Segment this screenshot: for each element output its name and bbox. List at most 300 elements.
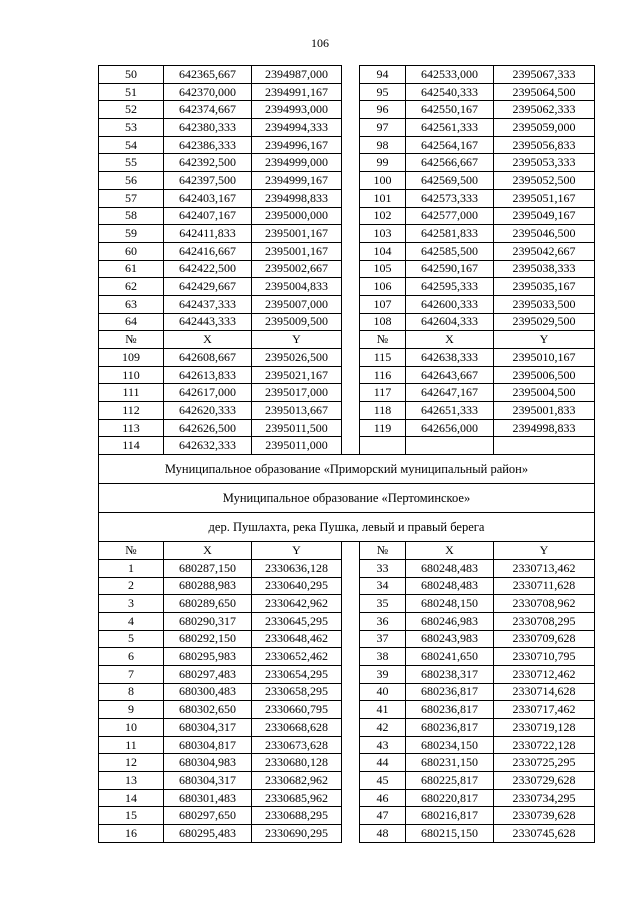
column-gap	[342, 295, 360, 313]
x-coordinate-cell: 680289,650	[164, 595, 252, 613]
table-row	[99, 136, 595, 154]
table-row	[99, 278, 595, 296]
x-coordinate-cell: 642577,000	[406, 207, 494, 225]
y-coordinate-cell: 2330673,628	[252, 736, 342, 754]
point-number-cell: №	[99, 542, 164, 560]
municipality-title-text: Муниципальное образование «Пертоминское»	[99, 484, 595, 513]
table-row	[99, 402, 595, 420]
point-number-cell: 39	[360, 665, 406, 683]
y-coordinate-cell: Y	[252, 331, 342, 349]
column-gap	[342, 577, 360, 595]
table-row	[99, 630, 595, 648]
y-coordinate-cell: 2330645,295	[252, 612, 342, 630]
point-number-cell: 105	[360, 260, 406, 278]
x-coordinate-cell: 642585,500	[406, 242, 494, 260]
column-gap	[342, 754, 360, 772]
y-coordinate-cell: 2395001,167	[252, 225, 342, 243]
y-coordinate-cell: 2330660,795	[252, 701, 342, 719]
table-row	[99, 595, 595, 613]
y-coordinate-cell: 2330709,628	[494, 630, 595, 648]
point-number-cell	[360, 437, 406, 455]
column-gap	[342, 66, 360, 84]
x-coordinate-cell: 680288,983	[164, 577, 252, 595]
y-coordinate-cell: 2330710,795	[494, 648, 595, 666]
point-number-cell: 94	[360, 66, 406, 84]
point-number-cell: 57	[99, 189, 164, 207]
x-coordinate-cell: 642600,333	[406, 295, 494, 313]
y-coordinate-cell: 2395011,500	[252, 419, 342, 437]
x-coordinate-cell: 642651,333	[406, 402, 494, 420]
x-coordinate-cell: 642561,333	[406, 119, 494, 137]
y-coordinate-cell: 2394999,167	[252, 172, 342, 190]
y-coordinate-cell: 2330729,628	[494, 772, 595, 790]
y-coordinate-cell: 2395009,500	[252, 313, 342, 331]
point-number-cell: 113	[99, 419, 164, 437]
column-gap	[342, 349, 360, 367]
column-gap	[342, 119, 360, 137]
column-gap	[342, 437, 360, 455]
point-number-cell: 56	[99, 172, 164, 190]
point-number-cell: 98	[360, 136, 406, 154]
y-coordinate-cell: 2395017,000	[252, 384, 342, 402]
table-row	[99, 295, 595, 313]
column-gap	[342, 384, 360, 402]
table-row	[99, 172, 595, 190]
location-title-text: дер. Пушлахта, река Пушка, левый и правый берега	[99, 513, 595, 542]
column-gap	[342, 225, 360, 243]
table-row	[99, 207, 595, 225]
point-number-cell: 5	[99, 630, 164, 648]
point-number-cell: 95	[360, 83, 406, 101]
x-coordinate-cell: 642656,000	[406, 419, 494, 437]
x-coordinate-cell: 642380,333	[164, 119, 252, 137]
point-number-cell: №	[360, 542, 406, 560]
point-number-cell: 107	[360, 295, 406, 313]
x-coordinate-cell: 680295,983	[164, 648, 252, 666]
point-number-cell: 109	[99, 349, 164, 367]
x-coordinate-cell: 680236,817	[406, 683, 494, 701]
header-row	[99, 542, 595, 560]
point-number-cell: 54	[99, 136, 164, 154]
column-gap	[342, 719, 360, 737]
x-coordinate-cell: 680292,150	[164, 630, 252, 648]
y-coordinate-cell: Y	[252, 542, 342, 560]
y-coordinate-cell: 2394993,000	[252, 101, 342, 119]
column-gap	[342, 630, 360, 648]
point-number-cell: 64	[99, 313, 164, 331]
point-number-cell: 103	[360, 225, 406, 243]
x-coordinate-cell: 642569,500	[406, 172, 494, 190]
point-number-cell: 117	[360, 384, 406, 402]
district-title	[99, 455, 595, 484]
table-row	[99, 772, 595, 790]
point-number-cell: 15	[99, 807, 164, 825]
x-coordinate-cell: 680304,317	[164, 772, 252, 790]
y-coordinate-cell: 2395006,500	[494, 366, 595, 384]
point-number-cell: 8	[99, 683, 164, 701]
column-gap	[342, 154, 360, 172]
point-number-cell: 38	[360, 648, 406, 666]
point-number-cell: 55	[99, 154, 164, 172]
x-coordinate-cell: 642638,333	[406, 349, 494, 367]
x-coordinate-cell: 680290,317	[164, 612, 252, 630]
x-coordinate-cell: 680248,150	[406, 595, 494, 613]
x-coordinate-cell: 680234,150	[406, 736, 494, 754]
point-number-cell: 53	[99, 119, 164, 137]
point-number-cell: 58	[99, 207, 164, 225]
y-coordinate-cell: 2395004,833	[252, 278, 342, 296]
x-coordinate-cell: 642613,833	[164, 366, 252, 384]
x-coordinate-cell: X	[164, 331, 252, 349]
y-coordinate-cell: 2395033,500	[494, 295, 595, 313]
table-row	[99, 648, 595, 666]
point-number-cell: 16	[99, 825, 164, 843]
table-row	[99, 701, 595, 719]
point-number-cell: 35	[360, 595, 406, 613]
table-row	[99, 719, 595, 737]
column-gap	[342, 789, 360, 807]
point-number-cell: 96	[360, 101, 406, 119]
point-number-cell: 101	[360, 189, 406, 207]
x-coordinate-cell: 680304,817	[164, 736, 252, 754]
y-coordinate-cell: 2330685,962	[252, 789, 342, 807]
y-coordinate-cell: 2395052,500	[494, 172, 595, 190]
point-number-cell: №	[360, 331, 406, 349]
y-coordinate-cell: 2394991,167	[252, 83, 342, 101]
y-coordinate-cell: 2395046,500	[494, 225, 595, 243]
y-coordinate-cell: 2395029,500	[494, 313, 595, 331]
y-coordinate-cell: 2394998,833	[494, 419, 595, 437]
x-coordinate-cell: 642386,333	[164, 136, 252, 154]
y-coordinate-cell: 2330734,295	[494, 789, 595, 807]
point-number-cell: 115	[360, 349, 406, 367]
column-gap	[342, 172, 360, 190]
y-coordinate-cell: 2330708,962	[494, 595, 595, 613]
x-coordinate-cell: 642595,333	[406, 278, 494, 296]
x-coordinate-cell: 642416,667	[164, 242, 252, 260]
x-coordinate-cell: X	[164, 542, 252, 560]
x-coordinate-cell: 680304,317	[164, 719, 252, 737]
x-coordinate-cell: 680302,650	[164, 701, 252, 719]
y-coordinate-cell: 2395004,500	[494, 384, 595, 402]
column-gap	[342, 559, 360, 577]
y-coordinate-cell: 2395062,333	[494, 101, 595, 119]
table-row	[99, 736, 595, 754]
x-coordinate-cell: 680216,817	[406, 807, 494, 825]
y-coordinate-cell: 2395026,500	[252, 349, 342, 367]
x-coordinate-cell: 680248,483	[406, 577, 494, 595]
x-coordinate-cell: 642581,833	[406, 225, 494, 243]
column-gap	[342, 612, 360, 630]
point-number-cell: 9	[99, 701, 164, 719]
point-number-cell: 6	[99, 648, 164, 666]
y-coordinate-cell: 2395067,333	[494, 66, 595, 84]
y-coordinate-cell: 2395011,000	[252, 437, 342, 455]
table-row	[99, 807, 595, 825]
column-gap	[342, 825, 360, 843]
y-coordinate-cell: 2395013,667	[252, 402, 342, 420]
y-coordinate-cell: 2395059,000	[494, 119, 595, 137]
column-gap	[342, 242, 360, 260]
y-coordinate-cell: 2395007,000	[252, 295, 342, 313]
x-coordinate-cell: 642370,000	[164, 83, 252, 101]
x-coordinate-cell: 642643,667	[406, 366, 494, 384]
x-coordinate-cell: 642632,333	[164, 437, 252, 455]
x-coordinate-cell: 642617,000	[164, 384, 252, 402]
point-number-cell: 13	[99, 772, 164, 790]
table-row	[99, 260, 595, 278]
x-coordinate-cell: 642443,333	[164, 313, 252, 331]
point-number-cell: 11	[99, 736, 164, 754]
y-coordinate-cell: 2395038,333	[494, 260, 595, 278]
point-number-cell: №	[99, 331, 164, 349]
point-number-cell: 51	[99, 83, 164, 101]
column-gap	[342, 331, 360, 349]
y-coordinate-cell: 2330658,295	[252, 683, 342, 701]
location-title	[99, 513, 595, 542]
x-coordinate-cell: 642411,833	[164, 225, 252, 243]
column-gap	[342, 101, 360, 119]
y-coordinate-cell: 2394994,333	[252, 119, 342, 137]
point-number-cell: 12	[99, 754, 164, 772]
x-coordinate-cell: 680248,483	[406, 559, 494, 577]
x-coordinate-cell: 642573,333	[406, 189, 494, 207]
point-number-cell: 2	[99, 577, 164, 595]
x-coordinate-cell: 680295,483	[164, 825, 252, 843]
column-gap	[342, 366, 360, 384]
point-number-cell: 34	[360, 577, 406, 595]
x-coordinate-cell: 642407,167	[164, 207, 252, 225]
table-row	[99, 66, 595, 84]
y-coordinate-cell: 2395021,167	[252, 366, 342, 384]
point-number-cell: 50	[99, 66, 164, 84]
y-coordinate-cell: 2395049,167	[494, 207, 595, 225]
point-number-cell: 102	[360, 207, 406, 225]
y-coordinate-cell: 2330654,295	[252, 665, 342, 683]
coordinates-table	[98, 65, 595, 843]
column-gap	[342, 736, 360, 754]
point-number-cell: 118	[360, 402, 406, 420]
y-coordinate-cell: 2330739,628	[494, 807, 595, 825]
y-coordinate-cell: 2395001,833	[494, 402, 595, 420]
y-coordinate-cell: 2395002,667	[252, 260, 342, 278]
point-number-cell: 100	[360, 172, 406, 190]
point-number-cell: 61	[99, 260, 164, 278]
y-coordinate-cell: 2395001,167	[252, 242, 342, 260]
y-coordinate-cell: 2330722,128	[494, 736, 595, 754]
y-coordinate-cell: 2395042,667	[494, 242, 595, 260]
x-coordinate-cell: 680225,817	[406, 772, 494, 790]
y-coordinate-cell: 2395051,167	[494, 189, 595, 207]
x-coordinate-cell: 680287,150	[164, 559, 252, 577]
y-coordinate-cell: 2330711,628	[494, 577, 595, 595]
point-number-cell: 97	[360, 119, 406, 137]
y-coordinate-cell	[494, 437, 595, 455]
table-row	[99, 789, 595, 807]
point-number-cell: 116	[360, 366, 406, 384]
column-gap	[342, 665, 360, 683]
column-gap	[342, 807, 360, 825]
column-gap	[342, 683, 360, 701]
y-coordinate-cell: 2330690,295	[252, 825, 342, 843]
point-number-cell: 52	[99, 101, 164, 119]
column-gap	[342, 313, 360, 331]
x-coordinate-cell: 642647,167	[406, 384, 494, 402]
x-coordinate-cell: 642365,667	[164, 66, 252, 84]
x-coordinate-cell: 680297,650	[164, 807, 252, 825]
table-row	[99, 119, 595, 137]
column-gap	[342, 595, 360, 613]
y-coordinate-cell: 2330682,962	[252, 772, 342, 790]
y-coordinate-cell: 2394987,000	[252, 66, 342, 84]
x-coordinate-cell: 642422,500	[164, 260, 252, 278]
point-number-cell: 45	[360, 772, 406, 790]
point-number-cell: 108	[360, 313, 406, 331]
point-number-cell: 4	[99, 612, 164, 630]
point-number-cell: 3	[99, 595, 164, 613]
y-coordinate-cell: 2395064,500	[494, 83, 595, 101]
point-number-cell: 62	[99, 278, 164, 296]
column-gap	[342, 189, 360, 207]
y-coordinate-cell: 2330708,295	[494, 612, 595, 630]
x-coordinate-cell: 680238,317	[406, 665, 494, 683]
table-row	[99, 189, 595, 207]
x-coordinate-cell: 642604,333	[406, 313, 494, 331]
x-coordinate-cell: 680297,483	[164, 665, 252, 683]
point-number-cell: 10	[99, 719, 164, 737]
y-coordinate-cell: 2330642,962	[252, 595, 342, 613]
x-coordinate-cell: 680236,817	[406, 701, 494, 719]
y-coordinate-cell: 2330717,462	[494, 701, 595, 719]
x-coordinate-cell: 642397,500	[164, 172, 252, 190]
column-gap	[342, 701, 360, 719]
municipality-title	[99, 484, 595, 513]
point-number-cell: 106	[360, 278, 406, 296]
point-number-cell: 41	[360, 701, 406, 719]
x-coordinate-cell: 642540,333	[406, 83, 494, 101]
y-coordinate-cell: 2395010,167	[494, 349, 595, 367]
x-coordinate-cell: 680304,983	[164, 754, 252, 772]
table-row	[99, 825, 595, 843]
table-row	[99, 683, 595, 701]
y-coordinate-cell: 2330745,628	[494, 825, 595, 843]
y-coordinate-cell: 2394998,833	[252, 189, 342, 207]
point-number-cell: 104	[360, 242, 406, 260]
header-row	[99, 331, 595, 349]
district-title-text: Муниципальное образование «Приморский муниципальный район»	[99, 455, 595, 484]
x-coordinate-cell: 680215,150	[406, 825, 494, 843]
column-gap	[342, 772, 360, 790]
y-coordinate-cell: 2395035,167	[494, 278, 595, 296]
y-coordinate-cell: 2330719,128	[494, 719, 595, 737]
x-coordinate-cell: 642608,667	[164, 349, 252, 367]
x-coordinate-cell: 642403,167	[164, 189, 252, 207]
column-gap	[342, 402, 360, 420]
point-number-cell: 46	[360, 789, 406, 807]
point-number-cell: 1	[99, 559, 164, 577]
y-coordinate-cell: 2395056,833	[494, 136, 595, 154]
y-coordinate-cell: 2330713,462	[494, 559, 595, 577]
y-coordinate-cell: 2330714,628	[494, 683, 595, 701]
point-number-cell: 42	[360, 719, 406, 737]
table-row	[99, 577, 595, 595]
y-coordinate-cell: 2330648,462	[252, 630, 342, 648]
table-row	[99, 349, 595, 367]
table-row	[99, 225, 595, 243]
table-row	[99, 437, 595, 455]
x-coordinate-cell: 642374,667	[164, 101, 252, 119]
y-coordinate-cell: 2395000,000	[252, 207, 342, 225]
x-coordinate-cell: 642590,167	[406, 260, 494, 278]
x-coordinate-cell: 680246,983	[406, 612, 494, 630]
y-coordinate-cell: 2330712,462	[494, 665, 595, 683]
x-coordinate-cell: 642550,167	[406, 101, 494, 119]
x-coordinate-cell: 680243,983	[406, 630, 494, 648]
y-coordinate-cell: Y	[494, 542, 595, 560]
column-gap	[342, 542, 360, 560]
x-coordinate-cell	[406, 437, 494, 455]
x-coordinate-cell: 642564,167	[406, 136, 494, 154]
x-coordinate-cell: 642437,333	[164, 295, 252, 313]
x-coordinate-cell: 642392,500	[164, 154, 252, 172]
table-row	[99, 101, 595, 119]
x-coordinate-cell: X	[406, 331, 494, 349]
x-coordinate-cell: 642626,500	[164, 419, 252, 437]
page-number: 106	[311, 36, 329, 50]
point-number-cell: 111	[99, 384, 164, 402]
y-coordinate-cell: 2330652,462	[252, 648, 342, 666]
x-coordinate-cell: X	[406, 542, 494, 560]
y-coordinate-cell: 2395053,333	[494, 154, 595, 172]
point-number-cell: 114	[99, 437, 164, 455]
x-coordinate-cell: 642429,667	[164, 278, 252, 296]
point-number-cell: 112	[99, 402, 164, 420]
point-number-cell: 37	[360, 630, 406, 648]
table-row	[99, 154, 595, 172]
table-row	[99, 559, 595, 577]
column-gap	[342, 207, 360, 225]
point-number-cell: 33	[360, 559, 406, 577]
x-coordinate-cell: 680301,483	[164, 789, 252, 807]
table-row	[99, 366, 595, 384]
column-gap	[342, 260, 360, 278]
point-number-cell: 48	[360, 825, 406, 843]
x-coordinate-cell: 642533,000	[406, 66, 494, 84]
point-number-cell: 44	[360, 754, 406, 772]
table-row	[99, 384, 595, 402]
point-number-cell: 36	[360, 612, 406, 630]
column-gap	[342, 419, 360, 437]
x-coordinate-cell: 680231,150	[406, 754, 494, 772]
y-coordinate-cell: 2330640,295	[252, 577, 342, 595]
point-number-cell: 119	[360, 419, 406, 437]
point-number-cell: 59	[99, 225, 164, 243]
y-coordinate-cell: 2394999,000	[252, 154, 342, 172]
column-gap	[342, 136, 360, 154]
x-coordinate-cell: 680241,650	[406, 648, 494, 666]
x-coordinate-cell: 680220,817	[406, 789, 494, 807]
table-row	[99, 665, 595, 683]
point-number-cell: 43	[360, 736, 406, 754]
y-coordinate-cell: 2330680,128	[252, 754, 342, 772]
x-coordinate-cell: 680236,817	[406, 719, 494, 737]
table-row	[99, 419, 595, 437]
point-number-cell: 7	[99, 665, 164, 683]
table-row	[99, 313, 595, 331]
coordinates-table-body	[99, 66, 595, 843]
x-coordinate-cell: 680300,483	[164, 683, 252, 701]
y-coordinate-cell: 2394996,167	[252, 136, 342, 154]
